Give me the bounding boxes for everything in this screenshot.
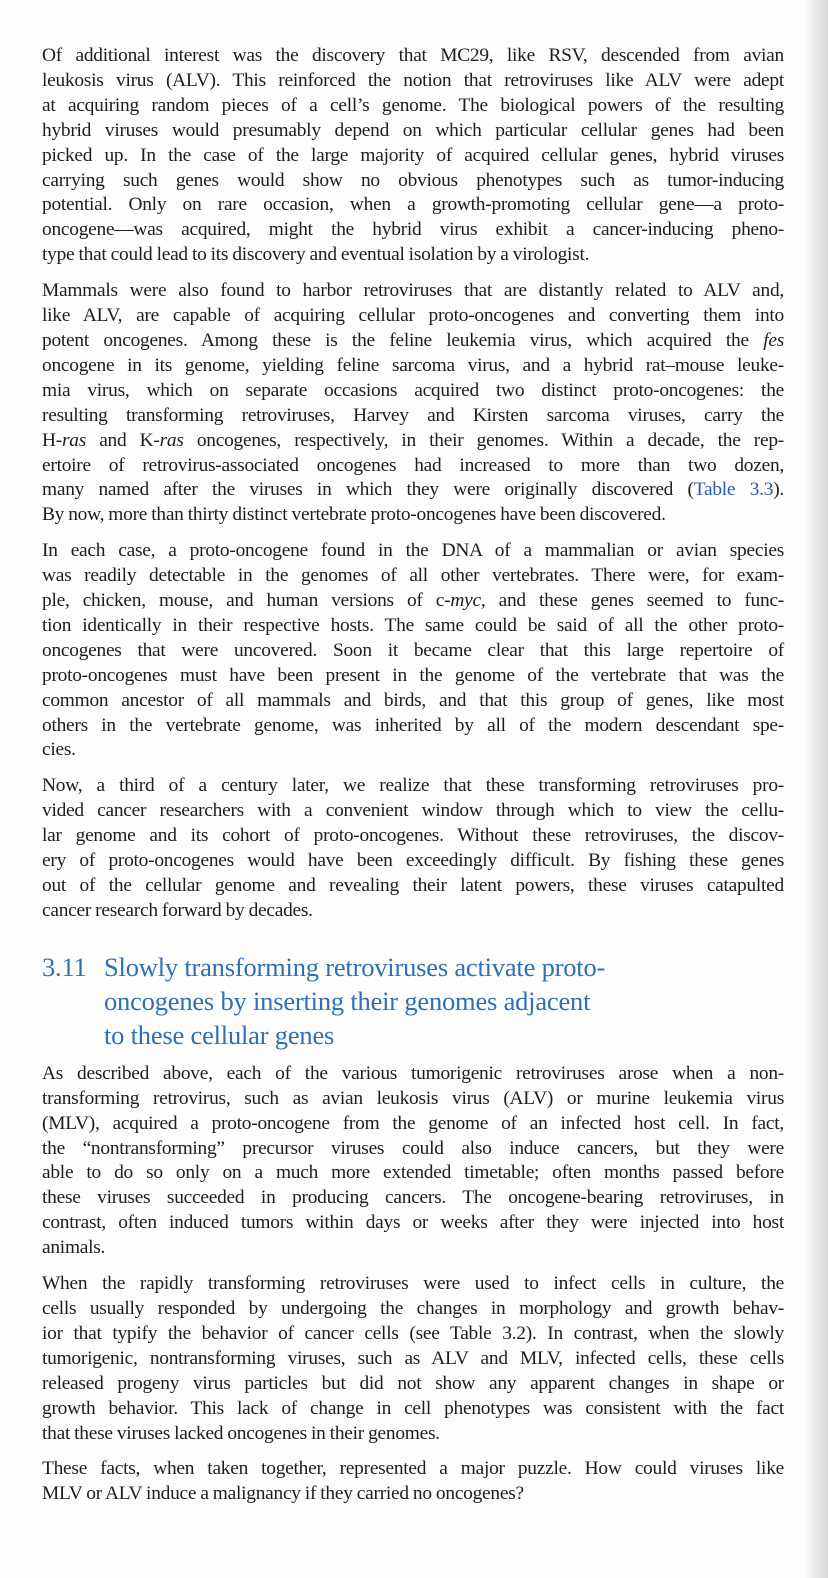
text-line: transforming retrovirus, such as avian leukosis virus (ALV) or murine leukemia virus [42,1087,784,1109]
text-line: tumorigenic, nontransforming viruses, such as ALV and MLV, infected cells, these cells [42,1347,784,1369]
text-line: contrast, often induced tumors within days or weeks after they were injected into host [42,1212,784,1234]
text-line: When the rapidly transforming retroviruses were used to infect cells in culture, the [42,1273,784,1295]
text-line: Of additional interest was the discovery that MC29, like RSV, descended from avian [42,45,784,66]
text-line: carrying such genes would show no obvious phenotypes such as tumor-inducing [42,169,784,191]
text-line: animals. [42,1237,106,1259]
text-line: oncogene in its genome, yielding feline sarcoma virus, and a hybrid rat–mouse leuke- [42,354,784,376]
text-line: cancer research forward by decades. [42,899,313,921]
text-line: ple, chicken, mouse, and human versions of c-myc, and these genes seemed to func- [42,590,785,612]
page-gutter-shadow [806,0,828,1578]
text-line: out of the cellular genome and revealing their latent powers, these viruses catapulted [42,875,784,896]
text-line: As described above, each of the various tumorigenic retroviruses arose when a non- [42,1062,784,1084]
text-line: ior that typify the behavior of cancer cells (see Table 3.2). In contrast, when the slowly [42,1322,784,1344]
text-line: In each case, a proto-oncogene found in the DNA of a mammalian or avian species [42,540,784,562]
text-line: lar genome and its cohort of proto-oncogenes. Without these retroviruses, the discov- [42,825,784,847]
text-line: hybrid viruses would presumably depend on which particular cellular genes had been [42,119,784,141]
section-title-line-3: to these cellular genes [104,1019,335,1050]
text-line: vided cancer researchers with a convenient window through which to view the cellu- [42,800,784,822]
section-number: 3.11 [42,951,87,982]
text-line: oncogenes that were uncovered. Soon it became clear that this large repertoire of [42,639,784,661]
paragraph [42,1062,784,1261]
text-line: ertoire of retrovirus-associated oncogenes had increased to more than two dozen, [42,454,784,476]
text-line: growth behavior. This lack of change in cell phenotypes was consistent with the fact [42,1397,784,1419]
text-line: Now, a third of a century later, we realize that these transforming retroviruses pro- [42,775,784,797]
text-line: able to do so only on a much more extended timetable; often months passed before [42,1162,784,1184]
text-line: (MLV), acquired a proto-oncogene from the genome of an infected host cell. In fact, [42,1112,784,1134]
text-line: at acquiring random pieces of a cell’s genome. The biological powers of the resulting [42,94,784,116]
paragraph [42,1272,784,1446]
text-line: others in the vertebrate genome, was inherited by all of the modern descendant spe- [42,714,784,736]
text-line: ery of proto-oncogenes would have been exceedingly difficult. By fishing these genes [42,850,784,872]
text-line: resulting transforming retroviruses, Harvey and Kirsten sarcoma viruses, carry the [42,404,784,426]
text-line: tion identically in their respective hosts. The same could be said of all the other proto- [42,614,784,636]
text-line: that these viruses lacked oncogenes in their genomes. [42,1422,440,1444]
paragraph [42,44,784,268]
body-text-before [42,44,784,924]
paragraph [42,1457,784,1507]
section-heading [42,950,784,1052]
text-line: These facts, when taken together, represented a major puzzle. How could viruses like [42,1458,784,1480]
paragraph [42,774,784,923]
text-line: released progeny virus particles but did not show any apparent changes in shape or [42,1372,784,1394]
text-line: was readily detectable in the genomes of all other vertebrates. There were, for exam- [42,565,784,587]
text-line: cells usually responded by undergoing the changes in morphology and growth behav- [42,1297,784,1319]
document-page [42,44,784,1518]
text-line: proto-oncogenes must have been present in the genome of the vertebrate that was the [42,664,784,686]
text-line: mia virus, which on separate occasions acquired two distinct proto-oncogenes: the [42,379,784,401]
text-line: cies. [42,739,76,761]
text-line: oncogene—was acquired, might the hybrid virus exhibit a cancer-inducing pheno- [42,219,784,241]
paragraph [42,279,784,528]
text-line: leukosis virus (ALV). This reinforced the notion that retroviruses like ALV were adept [42,69,784,91]
text-line: potential. Only on rare occasion, when a growth-promoting cellular gene—a proto- [42,194,784,216]
body-text-after [42,1062,784,1507]
text-line: type that could lead to its discovery and eventual isolation by a virologist. [42,244,590,266]
text-line: potent oncogenes. Among these is the feline leukemia virus, which acquired the fes [42,329,784,351]
text-line: common ancestor of all mammals and birds, and that this group of genes, like most [42,689,784,711]
text-line: picked up. In the case of the large majority of acquired cellular genes, hybrid viruses [42,144,784,166]
paragraph [42,539,784,763]
text-line: Mammals were also found to harbor retroviruses that are distantly related to ALV and, [42,280,784,302]
text-line: these viruses succeeded in producing cancers. The oncogene-bearing retroviruses, in [42,1187,784,1209]
text-line: MLV or ALV induce a malignancy if they carried no oncogenes? [42,1483,524,1505]
text-line: like ALV, are capable of acquiring cellular proto-oncogenes and converting them into [42,305,784,327]
section-title-line-1: Slowly transforming retroviruses activate proto- [104,951,606,982]
section-title-line-2: oncogenes by inserting their genomes adjacent [104,985,591,1016]
text-line: the “nontransforming” precursor viruses could also induce cancers, but they were [42,1137,784,1159]
table-reference-link[interactable]: Table 3.3 [693,479,774,501]
text-line: By now, more than thirty distinct vertebrate proto-oncogenes have been discovered. [42,504,666,526]
text-line: many named after the viruses in which they were originally discovered (Table 3.3). [42,479,784,501]
text-line: H-ras and K-ras oncogenes, respectively, in their genomes. Within a decade, the rep- [42,429,784,451]
section-heading-line [42,950,784,984]
